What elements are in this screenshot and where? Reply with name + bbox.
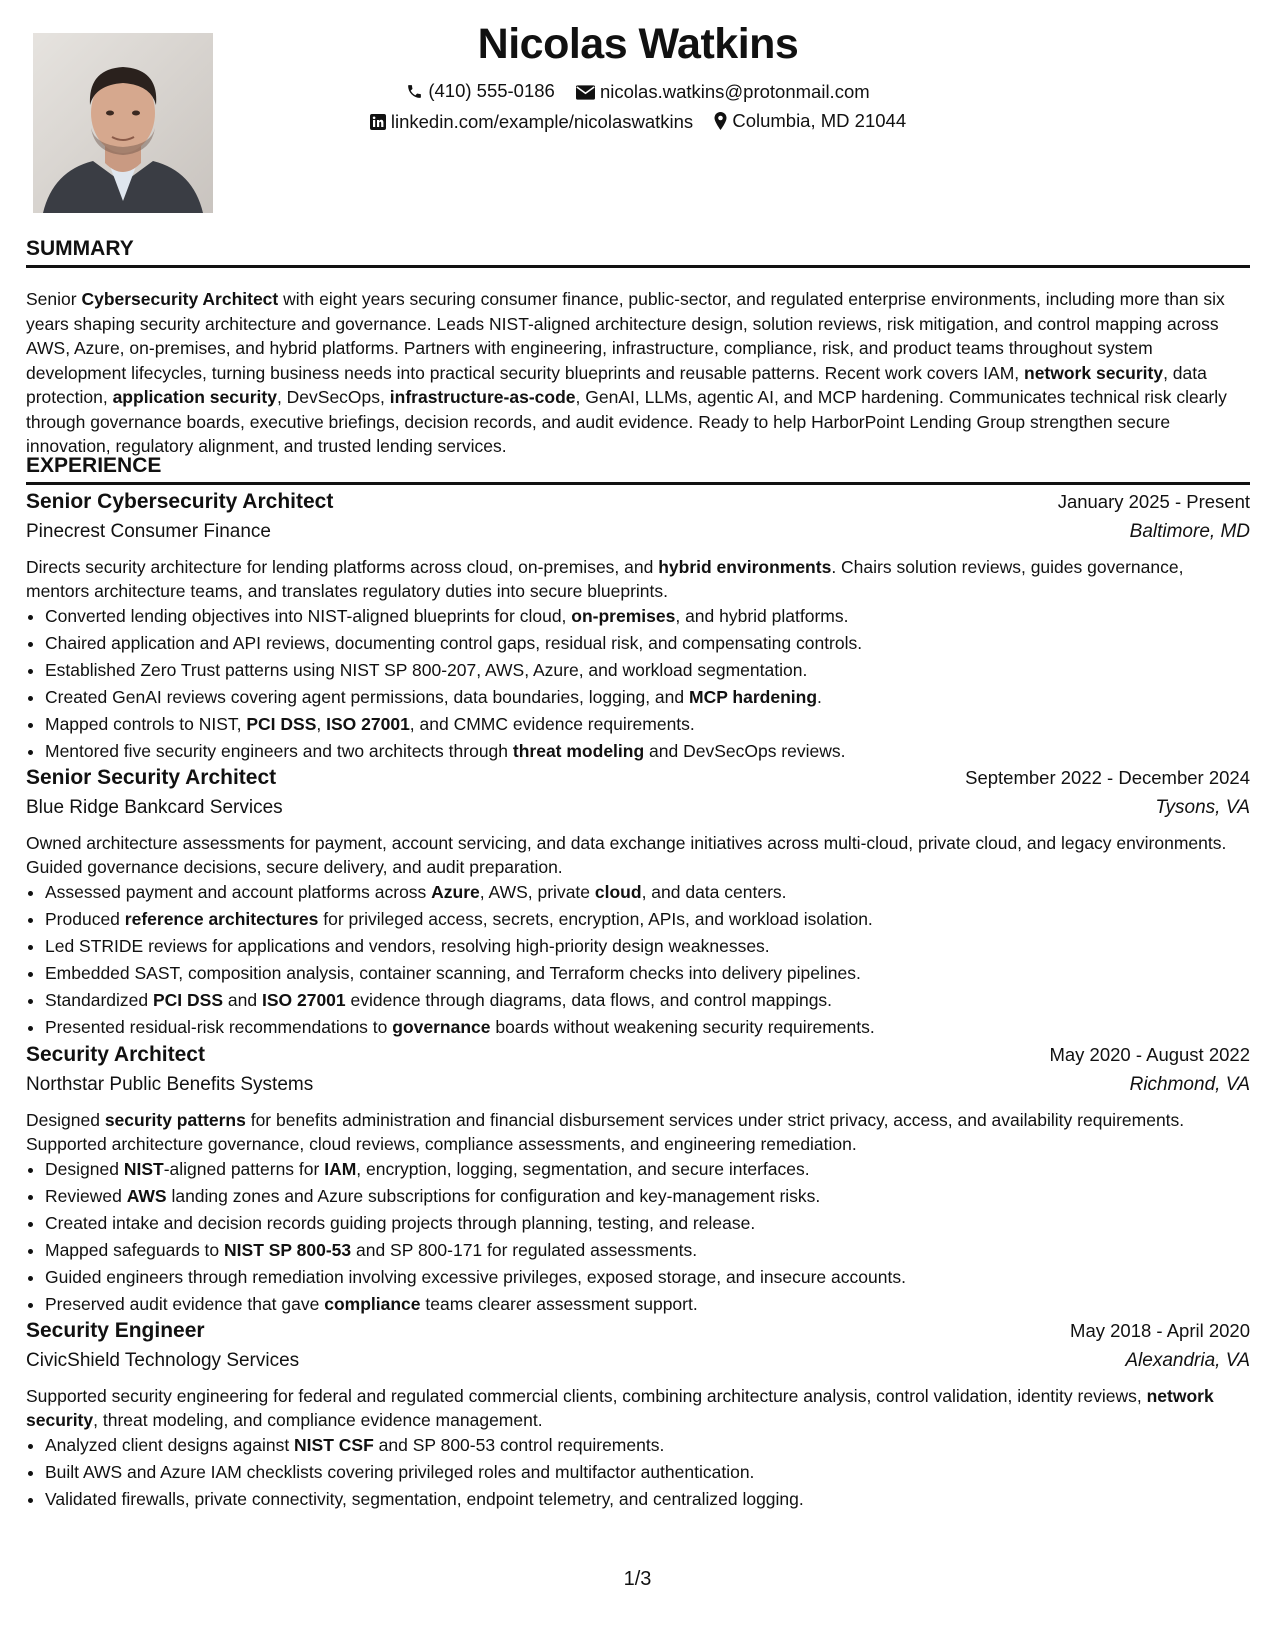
bullet-item <box>45 1156 1250 1183</box>
job-title: Senior Cybersecurity Architect <box>26 490 334 513</box>
text-run: evidence through diagrams, data flows, and control mappings. <box>345 990 833 1010</box>
emphasis-text: network security <box>1024 362 1164 383</box>
text-run: for benefits administration and financial disbursement services under strict privacy, access, and availability requirements. Supported architecture governance, cloud reviews, compliance assessments, and engineering remediation. <box>26 1110 1185 1154</box>
linkedin-icon <box>370 114 386 130</box>
text-run: , GenAI, LLMs, agentic AI, and MCP hardening. Communicates technical risk clearly through governance boards, executive briefings, decision records, and audit evidence. Ready to help HarborPoint Lending Group strengthen secure innovation, regulatory alignment, and trusted lending services. <box>26 387 1227 456</box>
contact-line-2 <box>26 110 1250 135</box>
job-bullets <box>26 603 1250 765</box>
emphasis-text: MCP hardening <box>689 687 818 707</box>
text-run: Directs security architecture for lending platforms across cloud, on-premises, and <box>26 557 659 577</box>
job-bullets <box>26 879 1250 1041</box>
emphasis-text: NIST CSF <box>294 1435 374 1455</box>
job-description <box>26 1108 1250 1156</box>
candidate-name: Nicolas Watkins <box>477 20 799 68</box>
text-run: , <box>316 714 327 734</box>
text-run: , and hybrid platforms. <box>675 606 849 626</box>
bullet-item <box>45 657 1250 684</box>
company-name: Northstar Public Benefits Systems <box>26 1074 314 1095</box>
emphasis-text: ISO 27001 <box>261 990 346 1010</box>
emphasis-text: ISO 27001 <box>326 714 410 734</box>
emphasis-text: hybrid environments <box>658 557 832 577</box>
emphasis-text: Cybersecurity Architect <box>81 289 279 309</box>
job-dates: September 2022 - December 2024 <box>965 767 1250 788</box>
text-run: Produced <box>45 909 125 929</box>
emphasis-text: application security <box>112 387 277 407</box>
bullet-item <box>45 1237 1250 1264</box>
text-run: for privileged access, secrets, encryption, APIs, and workload isolation. <box>318 909 873 929</box>
phone-text: (410) 555-0186 <box>428 80 555 101</box>
bullet-item <box>45 1486 1250 1513</box>
bullet-item <box>45 603 1250 630</box>
job-title: Security Engineer <box>26 1319 205 1342</box>
text-run: Preserved audit evidence that gave <box>45 1294 325 1314</box>
text-run: and <box>223 990 262 1010</box>
emphasis-text: PCI DSS <box>153 990 224 1010</box>
emphasis-text: Azure <box>431 882 480 902</box>
company-name: Pinecrest Consumer Finance <box>26 521 271 542</box>
emphasis-text: on-premises <box>571 606 676 626</box>
text-run: Standardized <box>45 990 153 1010</box>
text-run: Senior <box>26 289 82 309</box>
job-entry <box>26 1043 1250 1318</box>
emphasis-text: security patterns <box>104 1110 246 1130</box>
text-run: teams clearer assessment support. <box>420 1294 698 1314</box>
text-run: Reviewed <box>45 1186 127 1206</box>
text-run: , and data centers. <box>641 882 787 902</box>
text-run: , DevSecOps, <box>276 387 390 407</box>
bullet-item <box>45 630 1250 657</box>
email-link[interactable]: nicolas.watkins@protonmail.com <box>599 81 870 102</box>
bullet-item <box>45 1014 1250 1041</box>
emphasis-text: infrastructure-as-code <box>389 387 576 407</box>
text-run: with eight years securing consumer finance, public-sector, and regulated enterprise environments, including more than six years shaping security architecture and governance. Leads NIST-aligned architecture design, solution reviews, risk mitigation, and control mapping across AWS, Azure, on-premises, and hybrid platforms. Partners with engineering, infrastructure, compliance, risk, and product teams throughout system development lifecycles, turning business needs into practical security blueprints and reusable patterns. Recent work covers IAM, <box>26 289 1225 383</box>
bullet-item <box>45 1264 1250 1291</box>
text-run: Mapped safeguards to <box>45 1240 225 1260</box>
emphasis-text: AWS <box>126 1186 167 1206</box>
job-entry <box>26 490 1250 765</box>
phone-item <box>406 80 555 102</box>
job-bullets <box>26 1432 1250 1513</box>
job-dates: May 2018 - April 2020 <box>1070 1320 1250 1341</box>
bullet-item <box>45 906 1250 933</box>
bullet-item <box>45 960 1250 987</box>
text-run: Mapped controls to NIST, <box>45 714 247 734</box>
job-bullets <box>26 1156 1250 1318</box>
emphasis-text: compliance <box>324 1294 421 1314</box>
bullet-item <box>45 1210 1250 1237</box>
job-entry <box>26 1319 1250 1513</box>
bullet-item <box>45 684 1250 711</box>
text-run: Created GenAI reviews covering agent permissions, data boundaries, logging, and <box>45 687 689 707</box>
text-run: Chaired application and API reviews, documenting control gaps, residual risk, and compensating controls. <box>45 633 863 653</box>
text-run: Designed <box>26 1110 105 1130</box>
job-subheader <box>26 1074 1250 1105</box>
phone-icon <box>406 83 423 100</box>
job-description <box>26 1384 1250 1432</box>
job-description <box>26 555 1250 603</box>
text-run: Embedded SAST, composition analysis, container scanning, and Terraform checks into delivery pipelines. <box>45 963 861 983</box>
job-subheader <box>26 521 1250 552</box>
job-header <box>26 766 1250 797</box>
job-header <box>26 1319 1250 1350</box>
text-run: . <box>817 687 822 707</box>
text-run: boards without weakening security requirements. <box>490 1017 875 1037</box>
job-location: Alexandria, VA <box>1125 1350 1250 1371</box>
text-run: Built AWS and Azure IAM checklists covering privileged roles and multifactor authentication. <box>45 1462 755 1482</box>
emphasis-text: PCI DSS <box>246 714 317 734</box>
bullet-item <box>45 1183 1250 1210</box>
emphasis-text: cloud <box>594 882 642 902</box>
text-run: Analyzed client designs against <box>45 1435 295 1455</box>
bullet-item <box>45 1459 1250 1486</box>
text-run: Supported security engineering for federal and regulated commercial clients, combining architecture analysis, control validation, identity reviews, <box>26 1386 1147 1406</box>
page-number: 1/3 <box>623 1568 652 1590</box>
location-text: Columbia, MD 21044 <box>732 110 907 131</box>
linkedin-item[interactable] <box>370 111 693 133</box>
text-run: , AWS, private <box>479 882 595 902</box>
text-run: Created intake and decision records guiding projects through planning, testing, and release. <box>45 1213 756 1233</box>
email-item[interactable] <box>576 81 870 103</box>
bullet-item <box>45 879 1250 906</box>
job-description <box>26 831 1250 879</box>
job-location: Baltimore, MD <box>1129 521 1250 542</box>
envelope-icon <box>576 85 595 100</box>
bullet-item <box>45 738 1250 765</box>
text-run: landing zones and Azure subscriptions for configuration and key-management risks. <box>166 1186 821 1206</box>
job-title: Security Architect <box>26 1043 205 1066</box>
text-run: Designed <box>45 1159 124 1179</box>
text-run: -aligned patterns for <box>163 1159 325 1179</box>
job-subheader <box>26 1350 1250 1381</box>
text-run: and SP 800-53 control requirements. <box>373 1435 665 1455</box>
summary-text <box>26 287 1250 459</box>
bullet-item <box>45 711 1250 738</box>
text-run: , encryption, logging, segmentation, and secure interfaces. <box>356 1159 810 1179</box>
text-run: Mentored five security engineers and two architects through <box>45 741 513 761</box>
job-header <box>26 1043 1250 1074</box>
emphasis-text: reference architectures <box>124 909 319 929</box>
text-run: . Chairs solution reviews, guides governance, mentors architecture teams, and translates regulatory duties into secure blueprints. <box>26 557 1184 601</box>
text-run: Established Zero Trust patterns using NIST SP 800-207, AWS, Azure, and workload segmentation. <box>45 660 808 680</box>
emphasis-text: network security <box>26 1386 1214 1430</box>
job-subheader <box>26 797 1250 828</box>
job-entry <box>26 766 1250 1041</box>
job-dates: May 2020 - August 2022 <box>1049 1044 1250 1065</box>
summary-heading: SUMMARY <box>26 237 1250 268</box>
emphasis-text: threat modeling <box>512 741 645 761</box>
text-run: Validated firewalls, private connectivity, segmentation, endpoint telemetry, and centralized logging. <box>45 1489 804 1509</box>
text-run: and DevSecOps reviews. <box>644 741 846 761</box>
text-run: Converted lending objectives into NIST-aligned blueprints for cloud, <box>45 606 572 626</box>
bullet-item <box>45 987 1250 1014</box>
text-run: , data protection, <box>26 362 1207 407</box>
text-run: Guided engineers through remediation involving excessive privileges, exposed storage, and insecure accounts. <box>45 1267 906 1287</box>
map-pin-icon <box>714 112 727 130</box>
text-run: , and CMMC evidence requirements. <box>409 714 695 734</box>
text-run: Led STRIDE reviews for applications and vendors, resolving high-priority design weaknesses. <box>45 936 770 956</box>
bullet-item <box>45 1432 1250 1459</box>
job-dates: January 2025 - Present <box>1057 491 1250 512</box>
company-name: Blue Ridge Bankcard Services <box>26 797 283 818</box>
text-run: , threat modeling, and compliance evidence management. <box>93 1410 543 1430</box>
job-location: Tysons, VA <box>1155 797 1250 818</box>
company-name: CivicShield Technology Services <box>26 1350 300 1371</box>
job-title: Senior Security Architect <box>26 766 277 789</box>
text-run: and SP 800-171 for regulated assessments. <box>351 1240 698 1260</box>
job-header <box>26 490 1250 521</box>
text-run: Owned architecture assessments for payment, account servicing, and data exchange initiatives across multi-cloud, private cloud, and legacy environments. Guided governance decisions, secure delivery, and audit preparation. <box>26 833 1227 877</box>
contact-line-1 <box>26 80 1250 105</box>
job-location: Richmond, VA <box>1129 1074 1250 1095</box>
bullet-item <box>45 933 1250 960</box>
emphasis-text: NIST <box>123 1159 164 1179</box>
location-item <box>714 110 906 132</box>
emphasis-text: governance <box>392 1017 491 1037</box>
experience-heading: EXPERIENCE <box>26 454 1250 485</box>
text-run: Presented residual-risk recommendations to <box>45 1017 393 1037</box>
emphasis-text: IAM <box>324 1159 357 1179</box>
emphasis-text: NIST SP 800-53 <box>224 1240 352 1260</box>
bullet-item <box>45 1291 1250 1318</box>
text-run: Assessed payment and account platforms across <box>45 882 432 902</box>
linkedin-link[interactable]: linkedin.com/example/nicolaswatkins <box>390 111 694 132</box>
